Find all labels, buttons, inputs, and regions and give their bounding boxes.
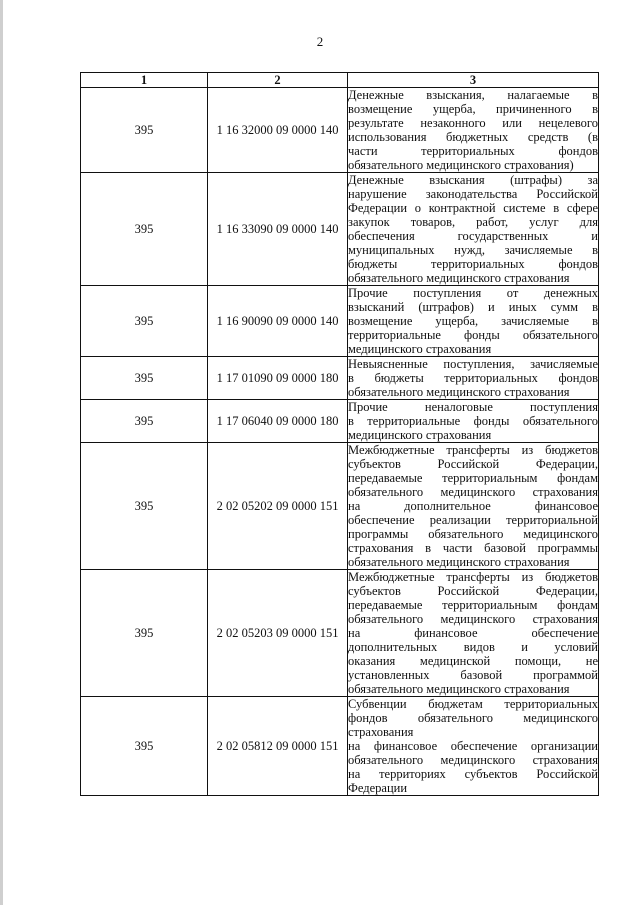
table-row (81, 570, 599, 697)
budget-classification-code-cell: 2 02 05203 09 0000 151 (208, 570, 348, 697)
admin-code-cell: 395 (81, 173, 208, 286)
table-row (81, 357, 599, 400)
description-line: медицинского страхования (348, 342, 492, 356)
description-line: Субвенции бюджетам территориальных (348, 697, 598, 711)
description-line: части территориальных фондов (348, 144, 598, 158)
description-line: обязательного медицинского страхования (348, 271, 570, 285)
budget-classification-code-cell: 1 16 32000 09 0000 140 (208, 88, 348, 173)
description-line: закупок товаров, работ, услуг для (348, 215, 598, 229)
description-line: Прочие неналоговые поступления (348, 400, 598, 414)
description-line: субъектов Российской Федерации, (348, 584, 598, 598)
table-body (81, 88, 599, 796)
description-line: обеспечение реализации территориальной (348, 513, 598, 527)
description-line: обеспечения государственных и (348, 229, 598, 243)
description-line: установленных базовой программой (348, 668, 598, 682)
income-description-cell (348, 88, 599, 173)
description-line: обязательного медицинского страхования (348, 385, 570, 399)
description-line: Прочие поступления от денежных (348, 286, 598, 300)
admin-code-cell: 395 (81, 570, 208, 697)
budget-classification-code-cell: 1 17 01090 09 0000 180 (208, 357, 348, 400)
description-line: Федерации о контрактной системе в сфере (348, 201, 598, 215)
description-line: бюджеты территориальных фондов (348, 257, 598, 271)
description-line: страхования в части базовой программы (348, 541, 598, 555)
description-line: обязательного медицинского страхования (348, 612, 598, 626)
description-line: возмещение ущерба, причиненного в (348, 102, 598, 116)
description-line: в территориальные фонды обязательного (348, 414, 598, 428)
description-line: в бюджеты территориальных фондов (348, 371, 598, 385)
revenue-codes-table (80, 72, 599, 796)
description-line: страхования (348, 725, 414, 739)
description-line: территориальные фонды обязательного (348, 328, 598, 342)
description-line: передаваемые территориальным фондам (348, 598, 598, 612)
description-line: обязательного медицинского страхования (348, 753, 598, 767)
page-number: 2 (316, 34, 324, 49)
description-line: на дополнительное финансовое (348, 499, 598, 513)
table-row (81, 443, 599, 570)
budget-classification-code-cell: 2 02 05202 09 0000 151 (208, 443, 348, 570)
header-col-2: 2 (208, 73, 348, 88)
description-line: муниципальных нужд, зачисляемые в (348, 243, 598, 257)
description-line: взысканий (штрафов) и иных сумм в (348, 300, 598, 314)
description-line: субъектов Российской Федерации, (348, 457, 598, 471)
description-line: использования бюджетных средств (в (348, 130, 598, 144)
description-line: на территориях субъектов Российской (348, 767, 598, 781)
description-line: обязательного медицинского страхования (348, 485, 598, 499)
admin-code-cell: 395 (81, 286, 208, 357)
income-description-cell (348, 570, 599, 697)
admin-code-cell: 395 (81, 697, 208, 796)
budget-classification-code-cell: 1 17 06040 09 0000 180 (208, 400, 348, 443)
admin-code-cell: 395 (81, 443, 208, 570)
header-col-3: 3 (348, 73, 599, 88)
description-line: Денежные взыскания (штрафы) за (348, 173, 598, 187)
description-line: возмещение ущерба, зачисляемые в (348, 314, 598, 328)
income-description-cell (348, 357, 599, 400)
table-row (81, 286, 599, 357)
description-line: Невыясненные поступления, зачисляемые (348, 357, 598, 371)
admin-code-cell: 395 (81, 357, 208, 400)
income-description-cell (348, 400, 599, 443)
description-line: программы обязательного медицинского (348, 527, 598, 541)
table-row (81, 88, 599, 173)
description-line: результате незаконного или нецелевого (348, 116, 598, 130)
admin-code-cell: 395 (81, 88, 208, 173)
description-line: Межбюджетные трансферты из бюджетов (348, 443, 598, 457)
description-line: медицинского страхования (348, 428, 492, 442)
description-line: Денежные взыскания, налагаемые в (348, 88, 598, 102)
budget-classification-code-cell: 2 02 05812 09 0000 151 (208, 697, 348, 796)
description-line: оказания медицинской помощи, не (348, 654, 598, 668)
income-description-cell (348, 173, 599, 286)
description-line: обязательного медицинского страхования) (348, 158, 574, 172)
description-line: обязательного медицинского страхования (348, 555, 570, 569)
income-description-cell (348, 697, 599, 796)
income-description-cell (348, 443, 599, 570)
description-line: обязательного медицинского страхования (348, 682, 570, 696)
table-row (81, 400, 599, 443)
table-row (81, 173, 599, 286)
description-line: дополнительных видов и условий (348, 640, 598, 654)
description-line: передаваемые территориальным фондам (348, 471, 598, 485)
header-col-1: 1 (81, 73, 208, 88)
table-header-row (81, 73, 599, 88)
page-edge (0, 0, 3, 905)
description-line: нарушение законодательства Российской (348, 187, 598, 201)
admin-code-cell: 395 (81, 400, 208, 443)
table-row (81, 697, 599, 796)
budget-classification-code-cell: 1 16 33090 09 0000 140 (208, 173, 348, 286)
description-line: Межбюджетные трансферты из бюджетов (348, 570, 598, 584)
budget-classification-code-cell: 1 16 90090 09 0000 140 (208, 286, 348, 357)
income-description-cell (348, 286, 599, 357)
description-line: Федерации (348, 781, 408, 795)
description-line: на финансовое обеспечение организации (348, 739, 598, 753)
description-line: фондов обязательного медицинского (348, 711, 598, 725)
description-line: на финансовое обеспечение (348, 626, 598, 640)
